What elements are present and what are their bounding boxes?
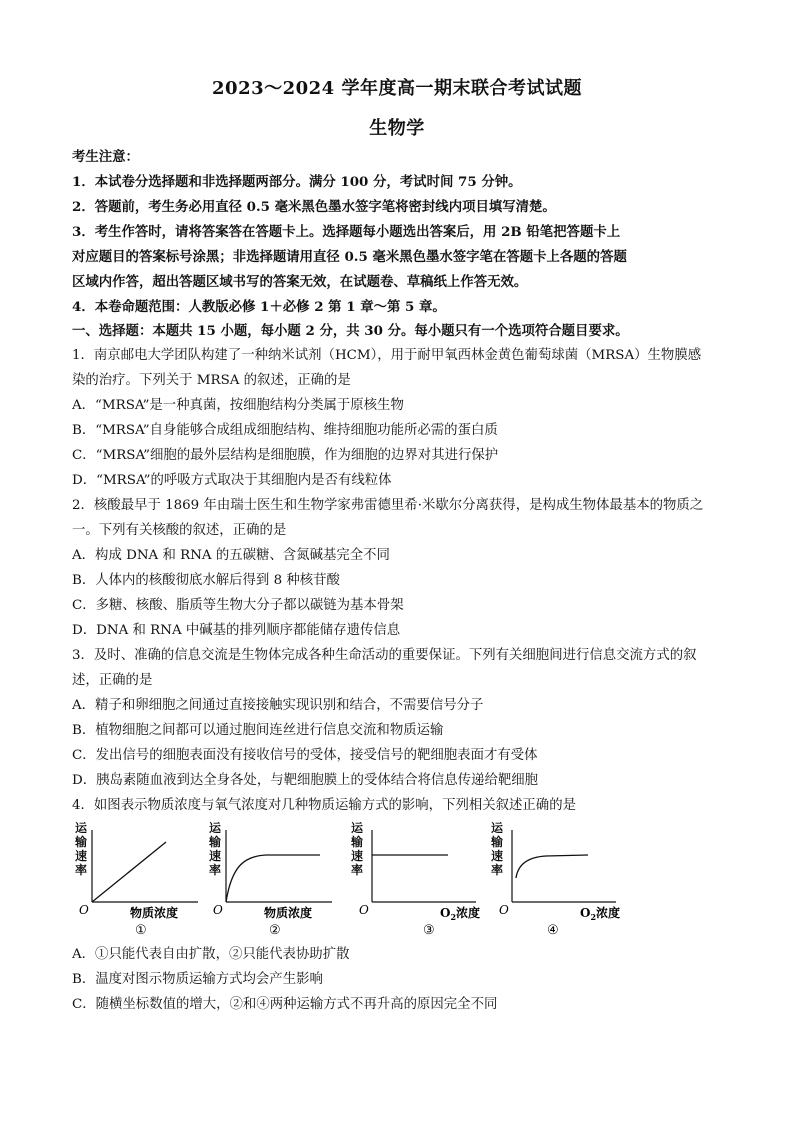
x-label: 物质浓度 — [264, 906, 313, 920]
notice-item: 4．本卷命题范围：人教版必修 1＋必修 2 第 1 章～第 5 章。 — [72, 299, 446, 315]
y-label-char: 运 — [351, 821, 364, 835]
notice-heading: 考生注意： — [72, 149, 139, 165]
q1-option-d: D．“MRSA”的呼吸方式取决于其细胞内是否有线粒体 — [72, 473, 392, 488]
graph-number: ③ — [423, 923, 435, 938]
origin-label: O — [79, 903, 89, 917]
x-label-tail: 浓度 — [596, 906, 621, 920]
q1-stem: 染的治疗。下列关于 MRSA 的叙述，正确的是 — [72, 373, 351, 388]
notice-item: 对应题目的答案标号涂黑；非选择题请用直径 0.5 毫米黑色墨水签字笔在答题卡上各题的答题 — [72, 249, 627, 265]
notice-item: 3．考生作答时，请将答案答在答题卡上。选择题每小题选出答案后，用 2B 铅笔把答题卡上 — [72, 224, 621, 240]
x-label-subscript: 2 — [450, 912, 457, 922]
q4-option-b: B．温度对图示物质运输方式均会产生影响 — [72, 972, 323, 987]
y-label-char: 率 — [75, 863, 88, 877]
q1-option-a: A．“MRSA”是一种真菌，按细胞结构分类属于原核生物 — [72, 398, 404, 413]
y-label-char: 输 — [75, 835, 88, 849]
graph-3 — [348, 818, 488, 942]
y-label-char: 率 — [491, 863, 504, 877]
origin-label: O — [499, 903, 509, 917]
graph-number: ① — [135, 923, 147, 938]
q3-option-a: A．精子和卵细胞之间通过直接接触实现识别和结合，不需要信号分子 — [72, 698, 484, 713]
q3-stem: 3．及时、准确的信息交流是生物体完成各种生命活动的重要保证。下列有关细胞间进行信息交流方式的叙 — [72, 648, 697, 663]
x-label-o: O — [440, 906, 451, 920]
q3-stem: 述，正确的是 — [72, 673, 153, 688]
y-label-char: 速 — [351, 849, 364, 863]
graph-1 — [72, 818, 212, 942]
graph-number: ④ — [547, 923, 559, 938]
q4-stem: 4．如图表示物质浓度与氧气浓度对几种物质运输方式的影响，下列相关叙述正确的是 — [72, 798, 576, 813]
y-label-char: 速 — [491, 849, 504, 863]
q3-option-b: B．植物细胞之间都可以通过胞间连丝进行信息交流和物质运输 — [72, 723, 444, 738]
y-label-char: 运 — [209, 821, 222, 835]
y-label-char: 输 — [351, 835, 364, 849]
x-label — [580, 905, 620, 922]
section-heading: 一、选择题：本题共 15 小题，每小题 2 分，共 30 分。每小题只有一个选项符合题目要求。 — [72, 323, 629, 339]
q3-option-d: D．胰岛素随血液到达全身各处，与靶细胞膜上的受体结合将信息传递给靶细胞 — [72, 773, 539, 788]
y-label-char: 运 — [75, 821, 88, 835]
notice-item: 2．答题前，考生务必用直径 0.5 毫米黑色墨水签字笔将密封线内项目填写清楚。 — [72, 199, 556, 215]
graph-2 — [206, 818, 346, 942]
q1-option-b: B．“MRSA”自身能够合成组成细胞结构、维持细胞功能所必需的蛋白质 — [72, 423, 498, 438]
x-label-subscript: 2 — [590, 912, 597, 922]
x-label: 物质浓度 — [130, 906, 179, 920]
curve-saturating — [226, 855, 320, 902]
x-label — [440, 905, 480, 922]
y-label-char: 速 — [75, 849, 88, 863]
x-label-tail: 浓度 — [456, 906, 481, 920]
y-label-char: 输 — [209, 835, 222, 849]
q2-stem: 一。下列有关核酸的叙述，正确的是 — [72, 523, 287, 538]
y-label-char: 输 — [491, 835, 504, 849]
notice-item: 区域内作答，超出答题区域书写的答案无效，在试题卷、草稿纸上作答无效。 — [72, 274, 528, 290]
q2-option-d: D．DNA 和 RNA 中碱基的排列顺序都能储存遗传信息 — [72, 623, 401, 638]
q4-option-a: A．①只能代表自由扩散，②只能代表协助扩散 — [72, 947, 350, 962]
origin-label: O — [359, 903, 369, 917]
q4-option-c: C．随横坐标数值的增大，②和④两种运输方式不再升高的原因完全不同 — [72, 997, 498, 1012]
y-label-char: 率 — [351, 863, 364, 877]
graph-4 — [488, 818, 628, 942]
curve-linear — [92, 842, 166, 902]
q1-option-c: C．“MRSA”细胞的最外层结构是细胞膜，作为细胞的边界对其进行保护 — [72, 448, 499, 463]
q2-option-c: C．多糖、核酸、脂质等生物大分子都以碳链为基本骨架 — [72, 598, 404, 613]
graph-number: ② — [269, 923, 281, 938]
curve-saturating-offset — [516, 855, 588, 878]
notice-item: 1．本试卷分选择题和非选择题两部分。满分 100 分，考试时间 75 分钟。 — [72, 174, 522, 190]
y-label-char: 率 — [209, 863, 222, 877]
q2-option-a: A．构成 DNA 和 RNA 的五碳糖、含氮碱基完全不同 — [72, 548, 390, 563]
exam-title: 2023～2024 学年度高一期末联合考试试题 — [212, 78, 582, 99]
subject-title: 生物学 — [369, 118, 425, 139]
y-label-char: 速 — [209, 849, 222, 863]
q2-option-b: B．人体内的核酸彻底水解后得到 8 种核苷酸 — [72, 573, 340, 588]
y-label-char: 运 — [491, 821, 504, 835]
x-label-o: O — [580, 906, 591, 920]
origin-label: O — [213, 903, 223, 917]
q2-stem: 2．核酸最早于 1869 年由瑞士医生和生物学家弗雷德里希·米歇尔分离获得，是构成生物体最基本的物质之 — [72, 498, 704, 513]
q3-option-c: C．发出信号的细胞表面没有接收信号的受体，接受信号的靶细胞表面才有受体 — [72, 748, 538, 763]
q1-stem: 1．南京邮电大学团队构建了一种纳米试剂（HCM），用于耐甲氧西林金黄色葡萄球菌（MRSA）生物膜感 — [72, 348, 702, 363]
